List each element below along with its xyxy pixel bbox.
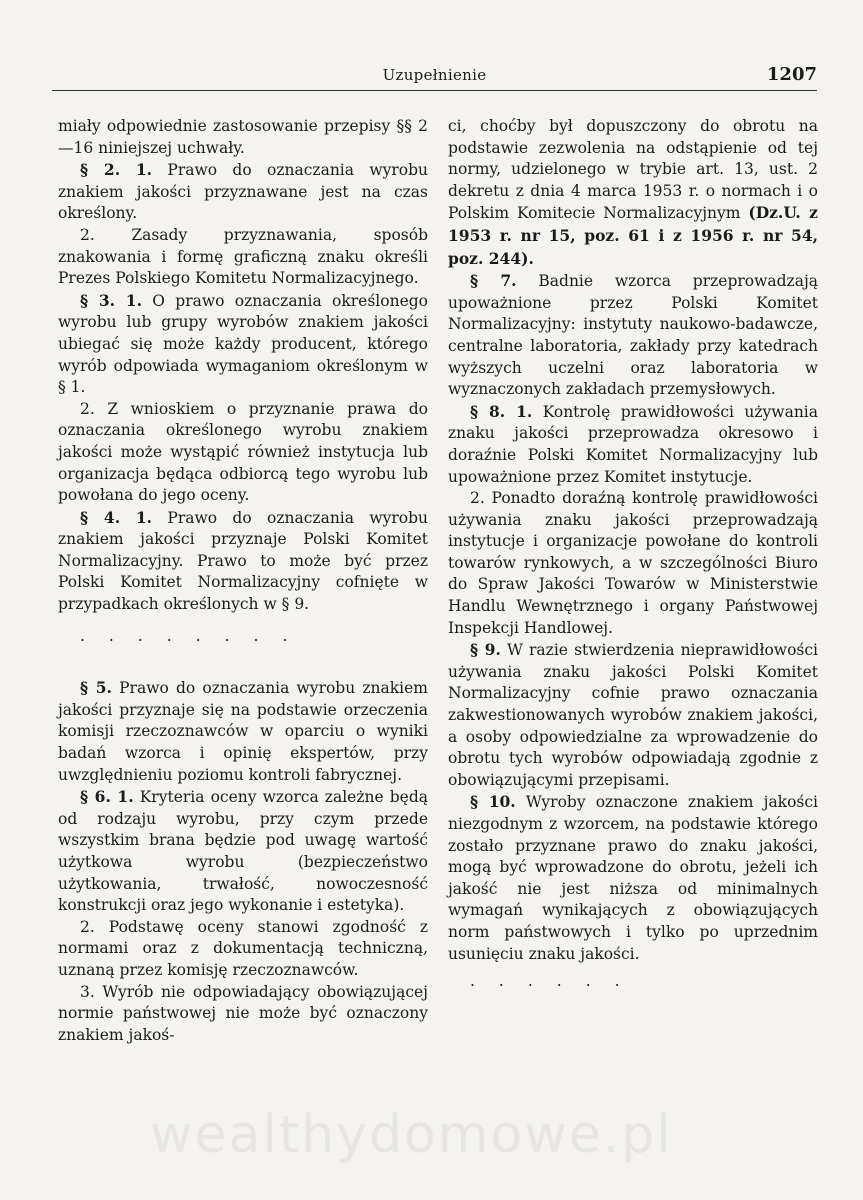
section-marker: § 3. 1. bbox=[80, 290, 142, 310]
paragraph bbox=[448, 791, 818, 965]
section-marker: § 5. bbox=[80, 678, 112, 698]
paragraph-text: Badnie wzorca przeprowadzają upoważnione przez Polski Komitet Normalizacyjny: instytuty naukowo-badawcze, centralne laboratoria, zakłady przy katedrach wyższych uczelni oraz laboratoria w wyznaczonych zakładach przemysłowych. bbox=[448, 272, 818, 399]
paragraph bbox=[58, 290, 428, 399]
watermark: wealthydomowe.pl bbox=[150, 1105, 673, 1165]
page-header bbox=[52, 64, 817, 90]
paragraph-text: Prawo do oznaczania wyrobu znakiem jakości przyznaje Polski Komitet Normalizacyjny. Prawo to może być przez Polski Komitet Normalizacyjny cofnięte w przypadkach określonych w § 9. bbox=[58, 508, 429, 614]
section-marker: § 4. 1. bbox=[80, 507, 153, 527]
paragraph: 2. Zasady przyznawania, sposób znakowania i formę graficzną znaku określi Prezes Polskiego Komitetu Normalizacyjnego. bbox=[58, 225, 428, 288]
section-marker: § 8. 1. bbox=[470, 401, 533, 421]
section-marker: § 10. bbox=[470, 792, 516, 812]
section-marker: § 7. bbox=[470, 271, 517, 291]
paragraph bbox=[58, 786, 428, 917]
header-rule bbox=[52, 90, 817, 91]
section-marker: § 9. bbox=[470, 640, 501, 660]
omission-dots: ........ bbox=[80, 626, 312, 645]
paragraph bbox=[448, 116, 818, 270]
paragraph bbox=[448, 639, 818, 791]
right-column bbox=[448, 116, 818, 993]
paragraph: 3. Wyrób nie odpowiadający obowiązującej normie państwowej nie może być oznaczony znakiem jakoś- bbox=[58, 982, 428, 1044]
paragraph: 2. Ponadto doraźną kontrolę prawidłowości używania znaku jakości przeprowadzają instytucje i organizacje powołane do kontroli towarów rynkowych, a w szczególności Biuro do Spraw Jakości Towarów w Ministerstwie Handlu Wewnętrznego i organy Państwowej Inspekcji Handlowej. bbox=[448, 489, 818, 637]
paragraph-text: Wyroby oznaczone znakiem jakości niezgodnym z wzorcem, na podstawie którego zostało przyznane prawo do znaku jakości, mogą być wprowadzone do obrotu, jeżeli ich jakość nie jest niższa od minimalnych wymagań wynikających z obowiązujących norm państwowych i tylko po uprzednim usunięciu znaku jakości. bbox=[448, 793, 818, 963]
section-marker: § 6. 1. bbox=[80, 787, 134, 807]
paragraph-text: W razie stwierdzenia nieprawidłowości używania znaku jakości Polski Komitet Normalizacyjny cofnie prawo oznaczania zakwestionowanych wyrobów znakiem jakości, a osoby odpowiedzialne za wprowadzenie do obrotu tych wyrobów odpowiadają zgodnie z obowiązującymi przepisami. bbox=[448, 641, 818, 789]
paragraph-text: Kontrolę prawidłowości używania znaku jakości przeprowadza okresowo i doraźnie Polski Komitet Normalizacyjny lub upoważnione przez Komitet instytucje. bbox=[448, 402, 818, 486]
left-column bbox=[58, 116, 428, 1046]
paragraph-text: Kryteria oceny wzorca zależne będą od rodzaju wyrobu, przy czym przede wszystkim brana będzie pod uwagę wartość użytkowa wyrobu (bezpieczeństwo użytkowania, trwałość, nowoczesność konstrukcji oraz jego wykonanie i estetyka). bbox=[58, 788, 428, 915]
paragraph-text: O prawo oznaczania określonego wyrobu lub grupy wyrobów znakiem jakości ubiegać się może każdy producent, którego wyrób odpowiada wymaganiom określonym w § 1. bbox=[58, 291, 428, 397]
paragraph bbox=[58, 159, 428, 225]
paragraph: 2. Z wnioskiem o przyznanie prawa do oznaczania określonego wyrobu znakiem jakości może wystąpić również instytucja lub organizacja będąca odbiorcą tego wyrobu lub powołana do jego oceny. bbox=[58, 399, 428, 505]
paragraph: miały odpowiednie zastosowanie przepisy §§ 2—16 niniejszej uchwały. bbox=[58, 117, 428, 157]
section-marker: § 2. 1. bbox=[80, 160, 153, 180]
paragraph-text: Prawo do oznaczania wyrobu znakiem jakości przyznaje się na podstawie orzeczenia komisji rzeczoznawców w oparciu o wyniki badań wzorca i opinię ekspertów, przy uwzględnieniu poziomu kontroli fabrycznej. bbox=[58, 679, 428, 784]
running-title: Uzupełnienie bbox=[382, 66, 487, 84]
paragraph bbox=[448, 270, 818, 401]
paragraph-text: Prawo do oznaczania wyrobu znakiem jakości przyznawane jest na czas określony. bbox=[58, 161, 429, 223]
paragraph: 2. Podstawę oceny stanowi zgodność z normami oraz z dokumentacją techniczną, uznaną przez komisję rzeczoznawców. bbox=[58, 917, 428, 979]
omission-dots: ...... bbox=[470, 972, 644, 991]
paragraph bbox=[448, 401, 818, 488]
paragraph-text: ci, choćby był dopuszczony do obrotu na podstawie zezwolenia na odstąpienie od tej normy, udzielonego w trybie art. 13, ust. 2 dekretu z dnia 4 marca 1953 r. o normach i o Polskim Komitecie Normalizacyjnym bbox=[448, 117, 818, 223]
legal-reference: (Dz.U. z 1953 r. nr 15, poz. 61 i z 1956 r. nr 54, poz. 244). bbox=[448, 203, 818, 268]
page-number: 1207 bbox=[766, 64, 817, 85]
paragraph bbox=[58, 677, 428, 786]
paragraph bbox=[58, 507, 428, 616]
